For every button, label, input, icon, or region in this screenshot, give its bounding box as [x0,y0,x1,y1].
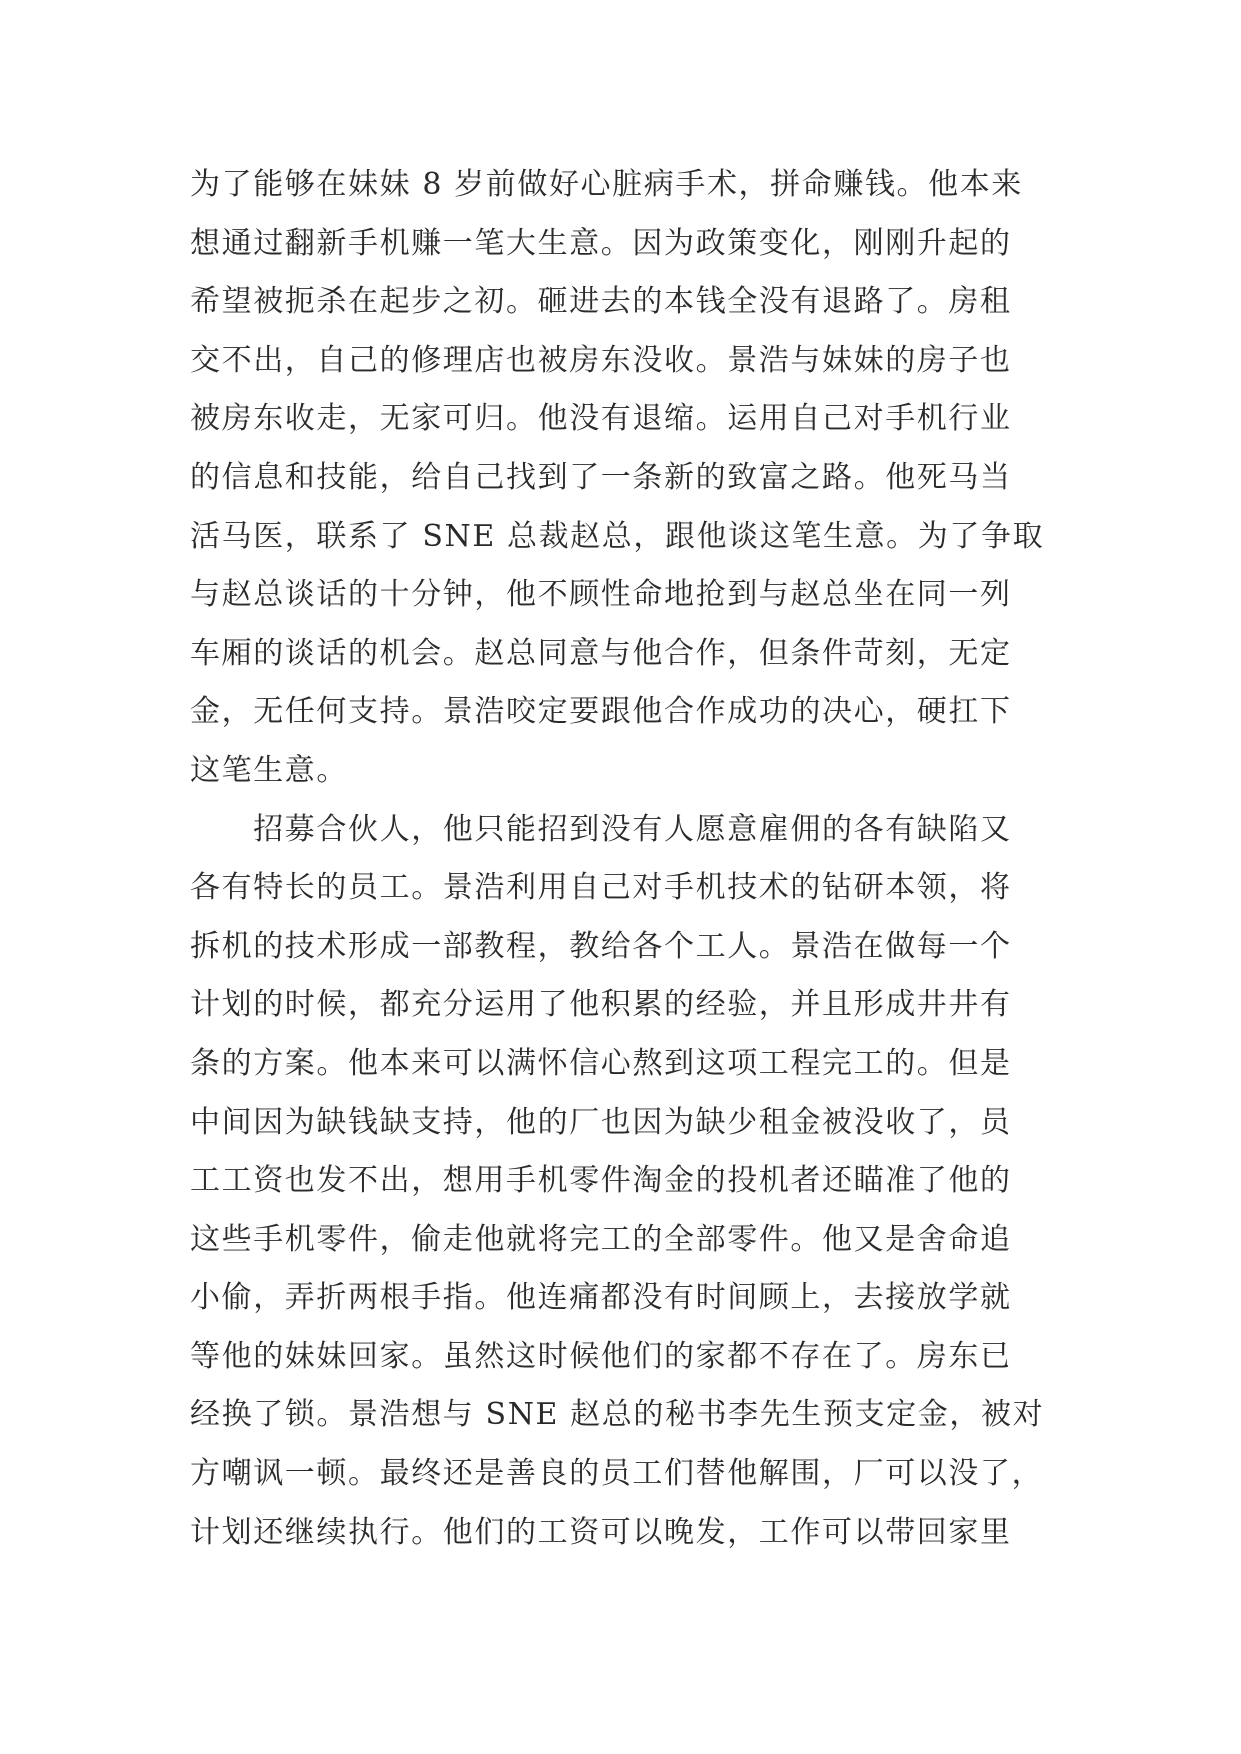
text-line: 交不出，自己的修理店也被房东没收。景浩与妹妹的房子也 [190,342,1012,378]
text-line: 被房东收走，无家可归。他没有退缩。运用自己对手机行业 [190,401,1012,437]
text-line: 计划的时候，都充分运用了他积累的经验，并且形成井井有 [190,987,1012,1023]
text-line: 想通过翻新手机赚一笔大生意。因为政策变化，刚刚升起的 [190,225,1012,261]
text-line: 拆机的技术形成一部教程，教给各个工人。景浩在做每一个 [190,928,1012,964]
text-line: 的信息和技能，给自己找到了一条新的致富之路。他死马当 [190,459,1012,495]
text-line: 为了能够在妹妹 8 岁前做好心脏病手术，拼命赚钱。他本来 [190,167,1023,202]
text-line: 计划还继续执行。他们的工资可以晚发，工作可以带回家里 [190,1514,1012,1550]
text-line: 与赵总谈话的十分钟，他不顾性命地抢到与赵总坐在同一列 [190,577,1012,613]
text-line: 工工资也发不出，想用手机零件淘金的投机者还瞄准了他的 [190,1163,1012,1199]
text-line: 活马医，联系了 SNE 总裁赵总，跟他谈这笔生意。为了争取 [190,518,1045,554]
text-line: 中间因为缺钱缺支持，他的厂也因为缺少租金被没收了，员 [190,1104,1012,1140]
text-line: 经换了锁。景浩想与 SNE 赵总的秘书李先生预支定金，被对 [190,1397,1045,1433]
text-line: 这笔生意。 [190,752,348,788]
text-line: 这些手机零件，偷走他就将完工的全部零件。他又是舍命追 [190,1221,1012,1257]
text-line: 小偷，弄折两根手指。他连痛都没有时间顾上，去接放学就 [190,1280,1012,1316]
body-text [190,156,1050,1562]
text-line: 车厢的谈话的机会。赵总同意与他合作，但条件苛刻，无定 [190,635,1012,671]
text-line: 希望被扼杀在起步之初。砸进去的本钱全没有退路了。房租 [190,284,1012,320]
text-line: 金，无任何支持。景浩咬定要跟他合作成功的决心，硬扛下 [190,694,1012,730]
text-line: 等他的妹妹回家。虽然这时候他们的家都不存在了。房东已 [190,1338,1012,1374]
text-line: 招募合伙人，他只能招到没有人愿意雇佣的各有缺陷又 [190,811,1012,847]
text-line: 条的方案。他本来可以满怀信心熬到这项工程完工的。但是 [190,1045,1012,1081]
text-line: 方嘲讽一顿。最终还是善良的员工们替他解围，厂可以没了， [190,1456,1044,1492]
text-line: 各有特长的员工。景浩利用自己对手机技术的钻研本领，将 [190,870,1012,906]
